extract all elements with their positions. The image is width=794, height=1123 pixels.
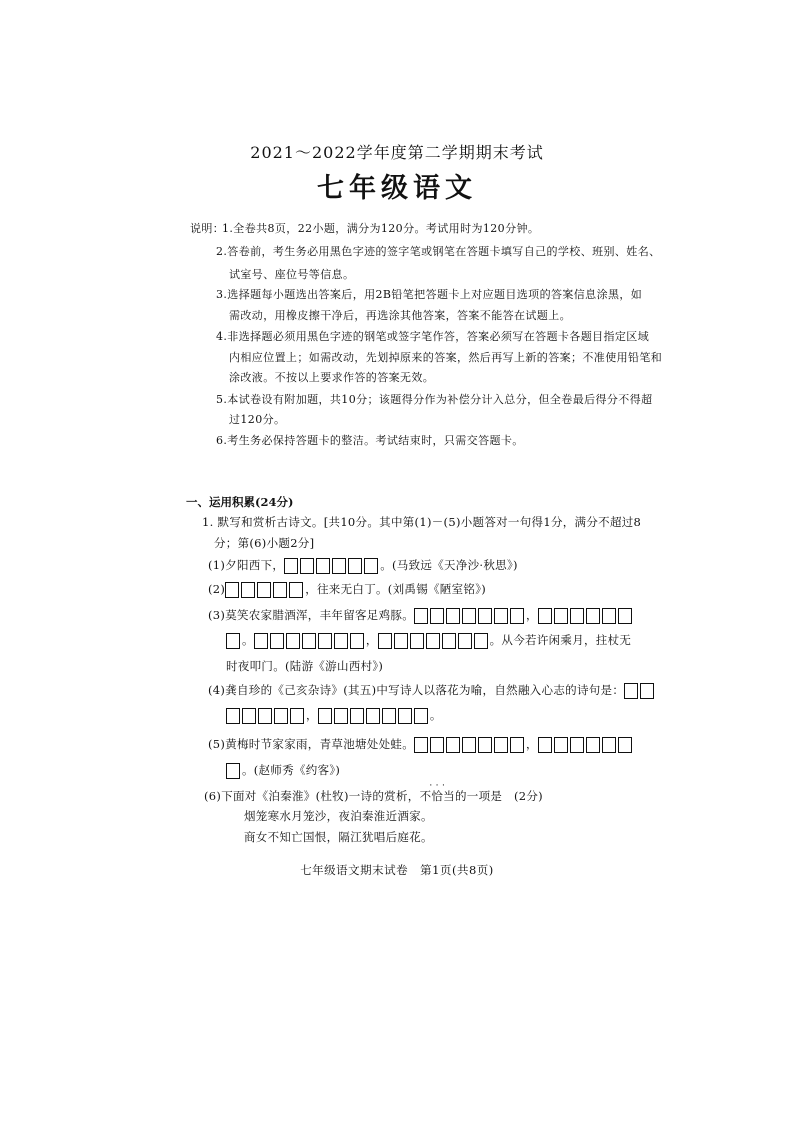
page-footer: 七年级语文期末试卷 第1页(共8页) — [300, 863, 494, 877]
section-heading: 一、运用积累(24分) — [186, 495, 294, 509]
instruction-line: 涂改液。不按以上要求作答的答案无效。 — [229, 371, 435, 384]
fill-in-item-4-line2: ， 。 — [226, 707, 442, 724]
fill-in-item-3-line3: 时夜叩门。(陆游《游山西村》) — [226, 659, 384, 673]
poem-line: 商女不知亡国恨，隔江犹唱后庭花。 — [244, 830, 433, 844]
instruction-line: 6.考生务必保持答题卡的整洁。考试结束时，只需交答题卡。 — [216, 434, 524, 447]
answer-boxes[interactable] — [226, 708, 306, 724]
instruction-line: 4.非选择题必须用黑色字迹的钢笔或签字笔作答，答案必须写在答题卡各题目指定区域 — [216, 330, 650, 343]
subject-title: 七年级语文 — [317, 173, 477, 204]
instruction-line: 内相应位置上；如需改动，先划掉原来的答案，然后再写上新的答案；不准使用铅笔和 — [229, 351, 663, 364]
fill-in-item-4-line1: (4)龚自珍的《己亥杂诗》(其五)中写诗人以落花为喻，自然融入心志的诗句是： — [208, 682, 656, 699]
instruction-line: 1.全卷共8页，22小题，满分为120分。考试用时为120分钟。 — [222, 222, 540, 235]
answer-boxes[interactable] — [284, 558, 380, 574]
question-1-line1: 1. 默写和赏析古诗文。[共10分。其中第(1)－(5)小题答对一句得1分，满分不超过8 — [202, 515, 642, 529]
instruction-line: 3.选择题每小题选出答案后，用2B铅笔把答题卡上对应题目选项的答案信息涂黑，如 — [216, 288, 643, 301]
instruction-line: 过120分。 — [229, 413, 286, 426]
exam-title: 2021～2022学年度第二学期期末考试 — [250, 143, 544, 162]
poem-line: 烟笼寒水月笼沙，夜泊秦淮近酒家。 — [244, 809, 433, 823]
fill-in-item-5-line1: (5)黄梅时节家家雨，青草池塘处处蛙。 ， — [208, 736, 634, 753]
answer-boxes[interactable] — [254, 633, 366, 649]
answer-boxes[interactable] — [414, 737, 526, 753]
fill-in-item-3-line1: (3)莫笑农家腊酒浑，丰年留客足鸡豚。 ， — [208, 607, 634, 624]
instruction-line: 试室号、座位号等信息。 — [229, 268, 355, 281]
answer-boxes[interactable] — [226, 763, 242, 779]
instruction-line: 5.本试卷设有附加题，共10分；该题得分作为补偿分计入总分，但全卷最后得分不得超 — [216, 393, 653, 406]
answer-boxes[interactable] — [318, 708, 430, 724]
answer-boxes[interactable] — [225, 582, 305, 598]
instruction-line: 2.答卷前，考生务必用黑色字迹的签字笔或钢笔在答题卡填写自己的学校、班别、姓名、 — [216, 245, 661, 258]
instructions-label: 说明： — [190, 222, 225, 235]
answer-boxes[interactable] — [226, 633, 242, 649]
fill-in-item-3-line2: 。 ， 。从今若许闲乘月，拄杖无 — [226, 632, 631, 649]
question-1-line2: 分；第(6)小题2分] — [214, 536, 315, 550]
answer-boxes[interactable] — [538, 737, 634, 753]
emphasis-text: · · · 不恰当 — [419, 781, 455, 803]
answer-boxes[interactable] — [378, 633, 490, 649]
question-1-6: (6)下面对《泊秦淮》(杜牧)一诗的赏析， · · · 不恰当的一项是 (2分) — [204, 781, 543, 803]
fill-in-item-5-line2: 。(赵师秀《约客》) — [226, 762, 340, 779]
answer-boxes[interactable] — [414, 608, 526, 624]
instruction-line: 需改动，用橡皮擦干净后，再选涂其他答案，答案不能答在试题上。 — [229, 309, 571, 322]
fill-in-item-1: (1)夕阳西下， 。(马致远《天净沙·秋思》) — [208, 558, 518, 572]
fill-in-item-2: (2) ，往来无白丁。(刘禹锡《陋室铭》) — [208, 582, 487, 596]
answer-boxes[interactable] — [624, 683, 656, 699]
answer-boxes[interactable] — [538, 608, 634, 624]
